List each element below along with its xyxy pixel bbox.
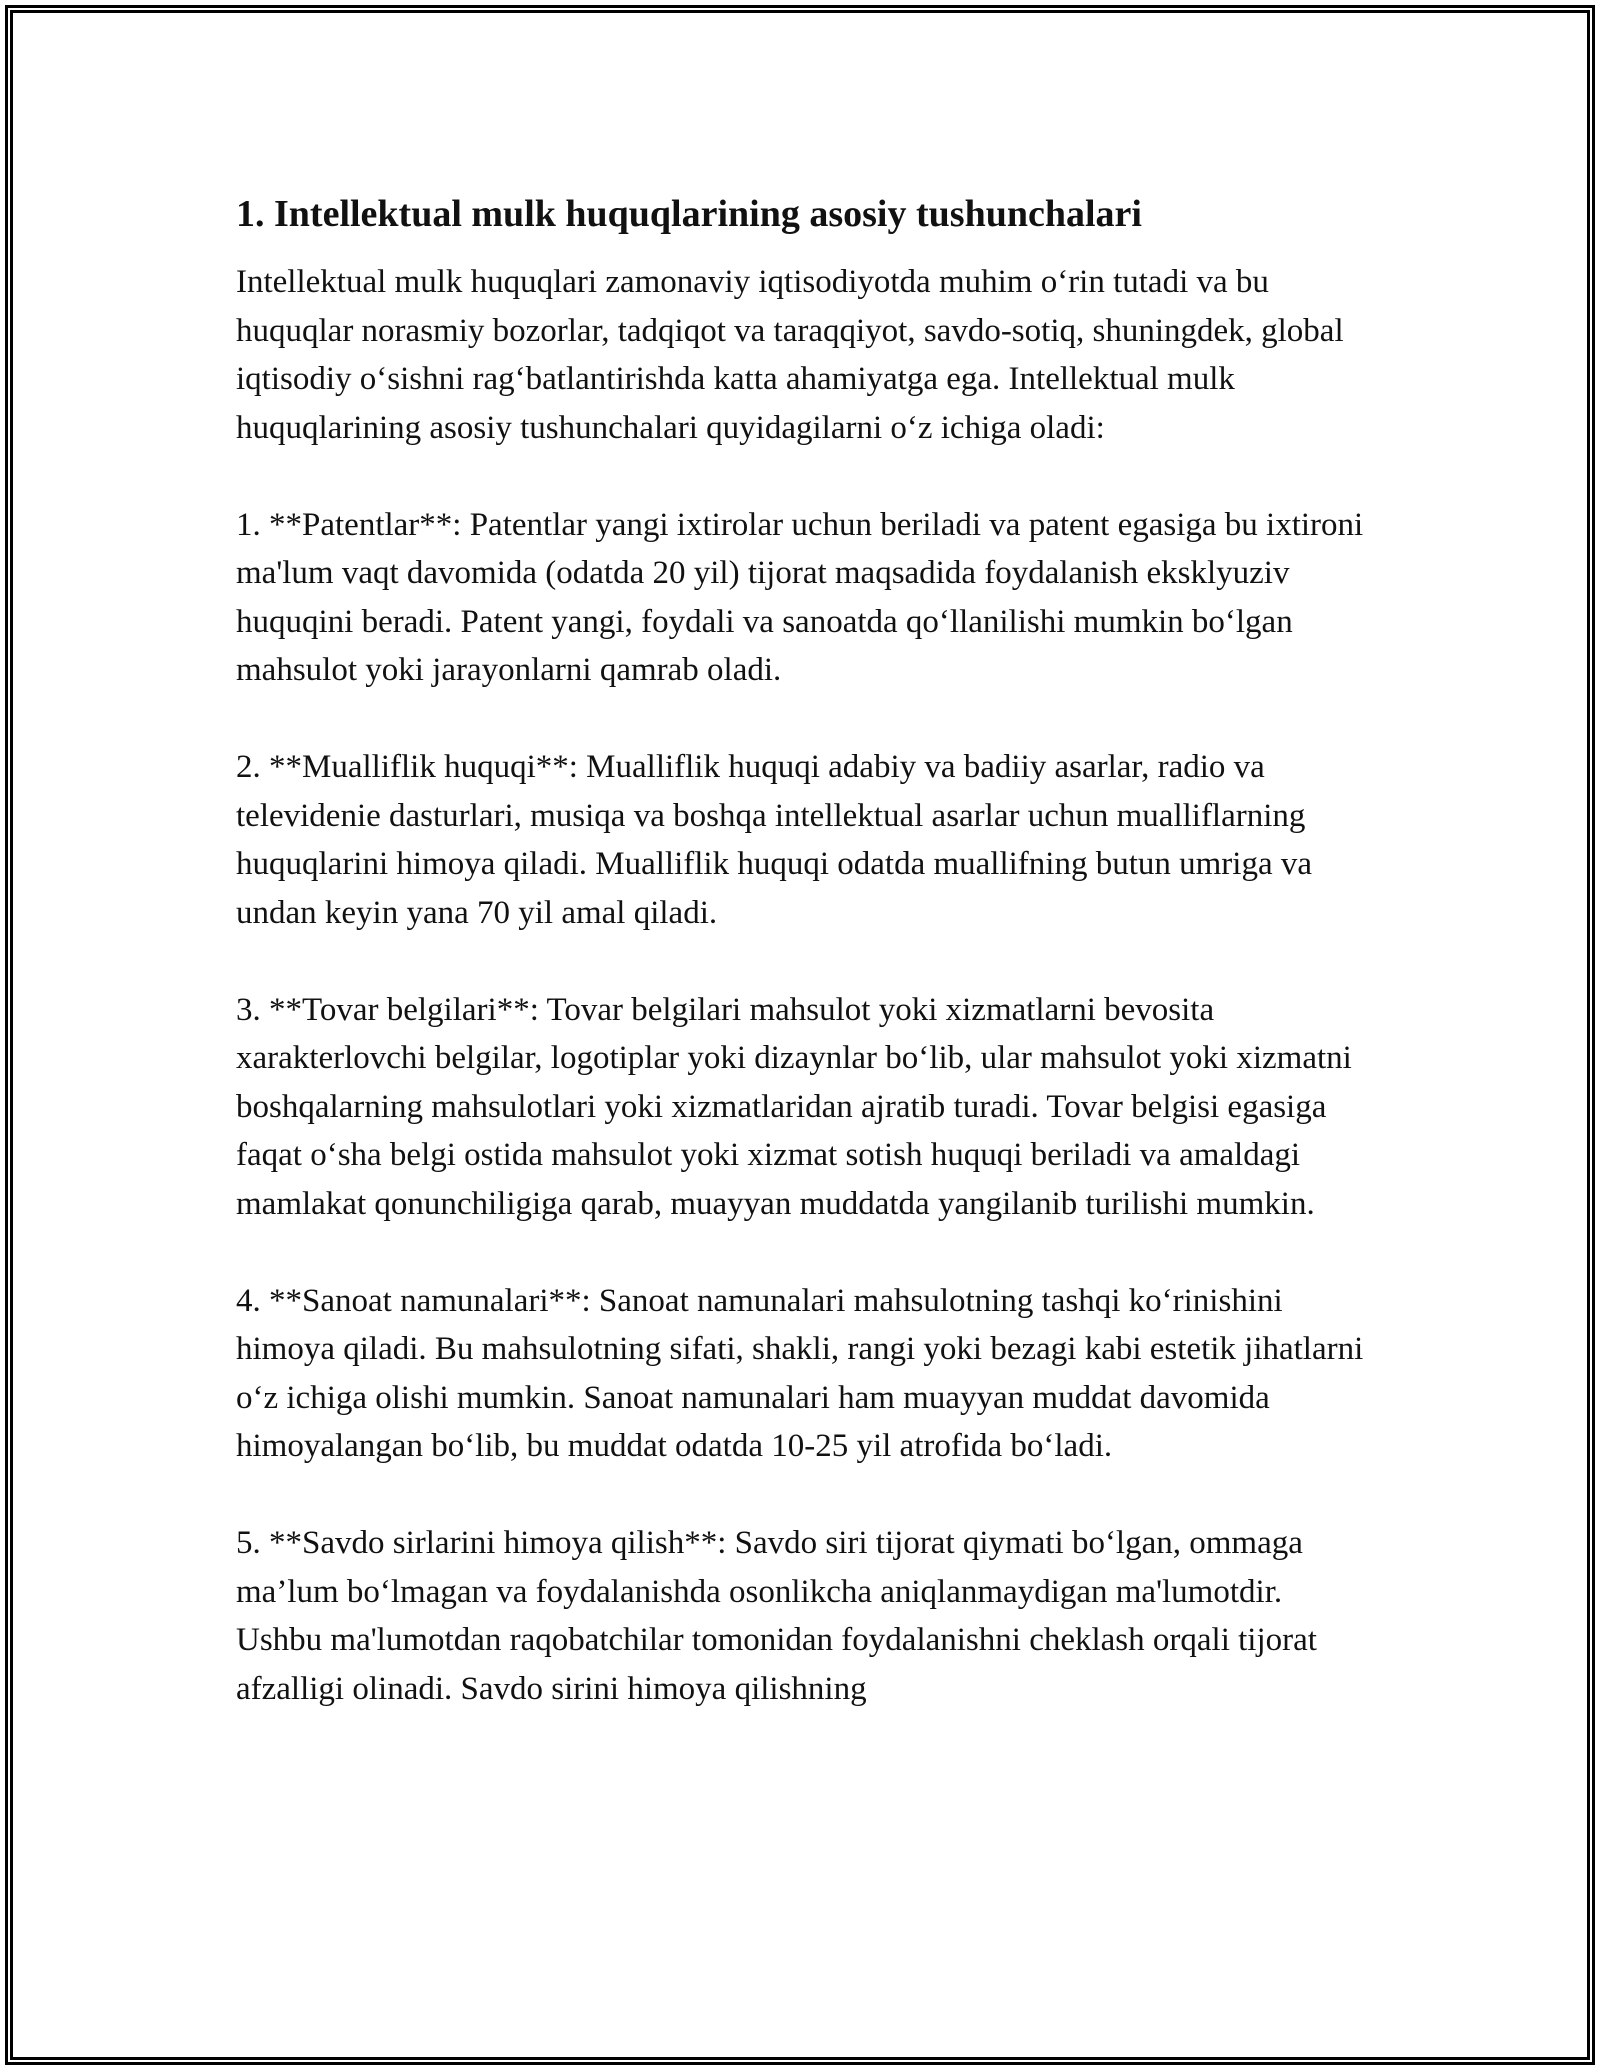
section-heading: 1. Intellektual mulk huquqlarining asosiy tushunchalari [236,193,1142,235]
patents-paragraph: 1. **Patentlar**: Patentlar yangi ixtirolar uchun beriladi va patent egasiga bu ixtironi ma'lum vaqt davomida (odatda 20 yil) tijorat maqsadida foydalanish eksklyuziv huquqini beradi. Patent yangi, foydali va sanoatda qo‘llanilishi mumkin bo‘lgan mahsulot yoki jarayonlarni qamrab oladi. [236,506,1364,688]
document-body [236,188,1376,1713]
copyright-paragraph: 2. **Mualliflik huquqi**: Mualliflik huquqi adabiy va badiiy asarlar, radio va televidenie dasturlari, musiqa va boshqa intellektual asarlar uchun mualliflarning huquqlarini himoya qiladi. Mualliflik huquqi odatda muallifning butun umriga va undan keyin yana 70 yil amal qiladi. [236,749,1312,931]
intro-paragraph: Intellektual mulk huquqlari zamonaviy iqtisodiyotda muhim o‘rin tutadi va bu huquqlar norasmiy bozorlar, tadqiqot va taraqqiyot, savdo-sotiq, shuningdek, global iqtisodiy o‘sishni rag‘batlantirishda katta ahamiyatga ega. Intellektual mulk huquqlarining asosiy tushunchalari quyidagilarni o‘z ichiga oladi: [236,264,1344,446]
industrial-designs-paragraph: 4. **Sanoat namunalari**: Sanoat namunalari mahsulotning tashqi ko‘rinishini himoya qiladi. Bu mahsulotning sifati, shakli, rangi yoki bezagi kabi estetik jihatlarni o‘z ichiga olishi mumkin. Sanoat namunalari ham muayyan muddat davomida himoyalangan bo‘lib, bu muddat odatda 10-25 yil atrofida bo‘ladi. [236,1282,1364,1464]
trademarks-paragraph: 3. **Tovar belgilari**: Tovar belgilari mahsulot yoki xizmatlarni bevosita xarakterlovchi belgilar, logotiplar yoki dizaynlar bo‘lib, ular mahsulot yoki xizmatni boshqalarning mahsulotlari yoki xizmatlaridan ajratib turadi. Tovar belgisi egasiga faqat o‘sha belgi ostida mahsulot yoki xizmat sotish huquqi beriladi va amaldagi mamlakat qonunchiligiga qarab, muayyan muddatda yangilanib turilishi mumkin. [236,991,1352,1222]
trade-secrets-paragraph: 5. **Savdo sirlarini himoya qilish**: Savdo siri tijorat qiymati bo‘lgan, ommaga ma’lum bo‘lmagan va foydalanishda osonlikcha aniqlanmaydigan ma'lumotdir. Ushbu ma'lumotdan raqobatchilar tomonidan foydalanishni cheklash orqali tijorat afzalligi olinadi. Savdo sirini himoya qilishning [236,1525,1317,1707]
